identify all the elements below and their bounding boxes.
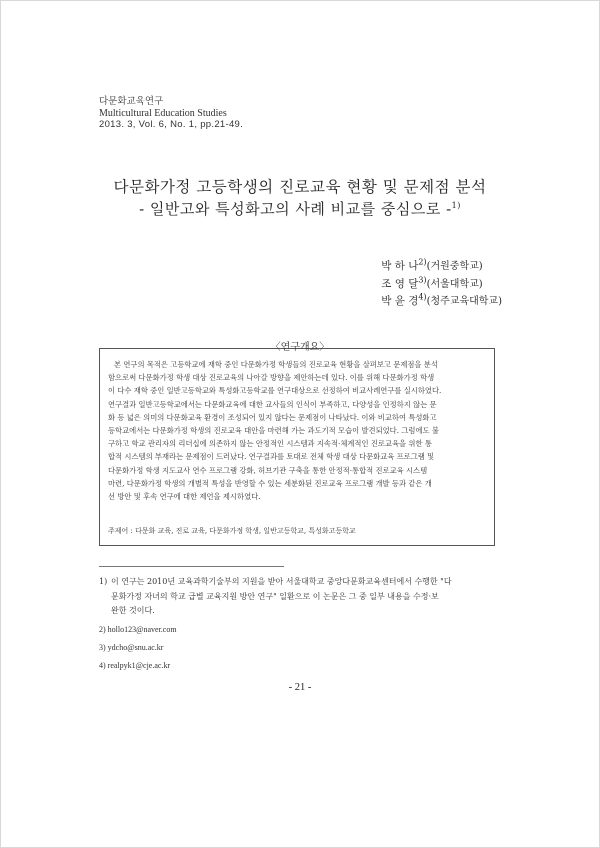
author	[381, 276, 502, 294]
page-number: - 21 -	[288, 682, 312, 693]
paper-title: 다문화가정 고등학생의 진로교육 현황 및 문제점 분석	[113, 178, 487, 196]
abstract-line: 선 방안 및 후속 연구에 대한 제언을 제시하였다.	[108, 492, 261, 502]
author-affiliation: (청주교육대학교)	[426, 296, 502, 307]
abstract-heading: 〈연구개요〉	[270, 342, 330, 353]
author-name: 박 윤 경	[381, 295, 419, 307]
footnote-email: 2) hollo123@naver.com	[99, 624, 177, 634]
journal-name-english: Multicultural Education Studies	[99, 107, 227, 119]
author-list	[381, 258, 502, 311]
abstract-text	[108, 358, 488, 503]
footnote-lines	[111, 575, 452, 619]
author-name: 박 하 나	[381, 260, 419, 272]
journal-issue-info: 2013. 3, Vol. 6, No. 1, pp.21-49.	[99, 119, 244, 130]
abstract-line: 연구결과 일반고등학교에서는 다문화교육에 대한 교사들의 인식이 부족하고, 다양성을 인정하지 않는 문	[108, 399, 437, 409]
abstract-line: 합적 시스템의 부재라는 문제점이 드러났다. 연구결과를 토대로 전체 학생 대상 다문화교육 프로그램 및	[108, 452, 435, 462]
author-affiliation: (서울대학교)	[426, 278, 483, 290]
paper-subtitle	[0, 199, 600, 219]
abstract-line: 이 다수 재학 중인 일반고등학교와 특성화고등학교를 연구대상으로 선정하여 비교사례연구를 실시하였다.	[108, 386, 442, 396]
keywords: 주제어 : 다문화 교육, 진로 교육, 다문화가정 학생, 일반고등학교, 특성화고등학교	[108, 527, 356, 535]
footnote-line: 이 연구는 2010년 교육과학기술부의 지원을 받아 서울대학교 중앙다문화교육센터에서 수행한 "다	[111, 577, 452, 586]
journal-header	[99, 96, 243, 131]
footnote-email: 4) realpyk1@cje.ac.kr	[99, 660, 171, 670]
abstract-line: 함으로써 다문화가정 학생 대상 진로교육의 나아갈 방향을 제안하는데 있다. 이를 위해 다문화가정 학생	[108, 373, 435, 383]
author-affiliation: (거원중학교)	[426, 261, 483, 272]
author	[381, 293, 502, 311]
footnote-line: 완한 것이다.	[111, 606, 155, 615]
footnote-line: 문화가정 자녀의 학교 급별 교육지원 방안 연구" 일환으로 이 논문은 그 중 일부 내용을 수정·보	[111, 591, 439, 601]
abstract-line: 등학교에서는 다문화가정 학생의 진로교육 대안을 마련해 가는 과도기적 모습이 발견되었다. 그럼에도 불	[108, 426, 439, 436]
footnote-email: 3) ydcho@snu.ac.kr	[99, 642, 164, 652]
abstract-line: 구하고 학교 관리자의 리더십에 의존하지 않는 안정적인 시스템과 지속적·체계적인 진로교육을 위한 통	[108, 439, 432, 449]
author-name: 조 영 달	[381, 277, 419, 290]
footnote-number: 1)	[99, 577, 108, 586]
journal-name-korean: 다문화교육연구	[99, 96, 164, 107]
subtitle-footnote-mark: 1)	[451, 201, 461, 210]
footnote-funding	[99, 575, 499, 619]
author-footnote-mark: 4)	[418, 292, 427, 302]
author-footnote-mark: 3)	[418, 275, 427, 284]
abstract-line: 마련, 다문화가정 학생의 개별적 특성을 반영할 수 있는 세분화된 진로교육 프로그램 개발 등과 같은 개	[108, 478, 432, 488]
abstract-line: 본 연구의 목적은 고등학교에 재학 중인 다문화가정 학생들의 진로교육 현황을 살펴보고 문제점을 분석	[114, 360, 438, 369]
abstract-line: 다문화가정 학생 지도교사 연수 프로그램 강화, 허브기관 구축을 통한 안정적·통합적 진로교육 시스템	[108, 465, 428, 475]
title-block	[0, 177, 600, 219]
footnotes	[99, 575, 499, 678]
author	[381, 258, 502, 276]
author-footnote-mark: 2)	[418, 257, 427, 267]
abstract-line: 화 등 넓은 의미의 다문화교육 환경이 조성되어 있지 않다는 문제점이 나타났다. 이와 비교하여 특성화고	[108, 412, 437, 422]
footnote-divider	[99, 566, 284, 567]
subtitle-text: - 일반고와 특성화고의 사례 비교를 중심으로 -	[139, 200, 452, 218]
